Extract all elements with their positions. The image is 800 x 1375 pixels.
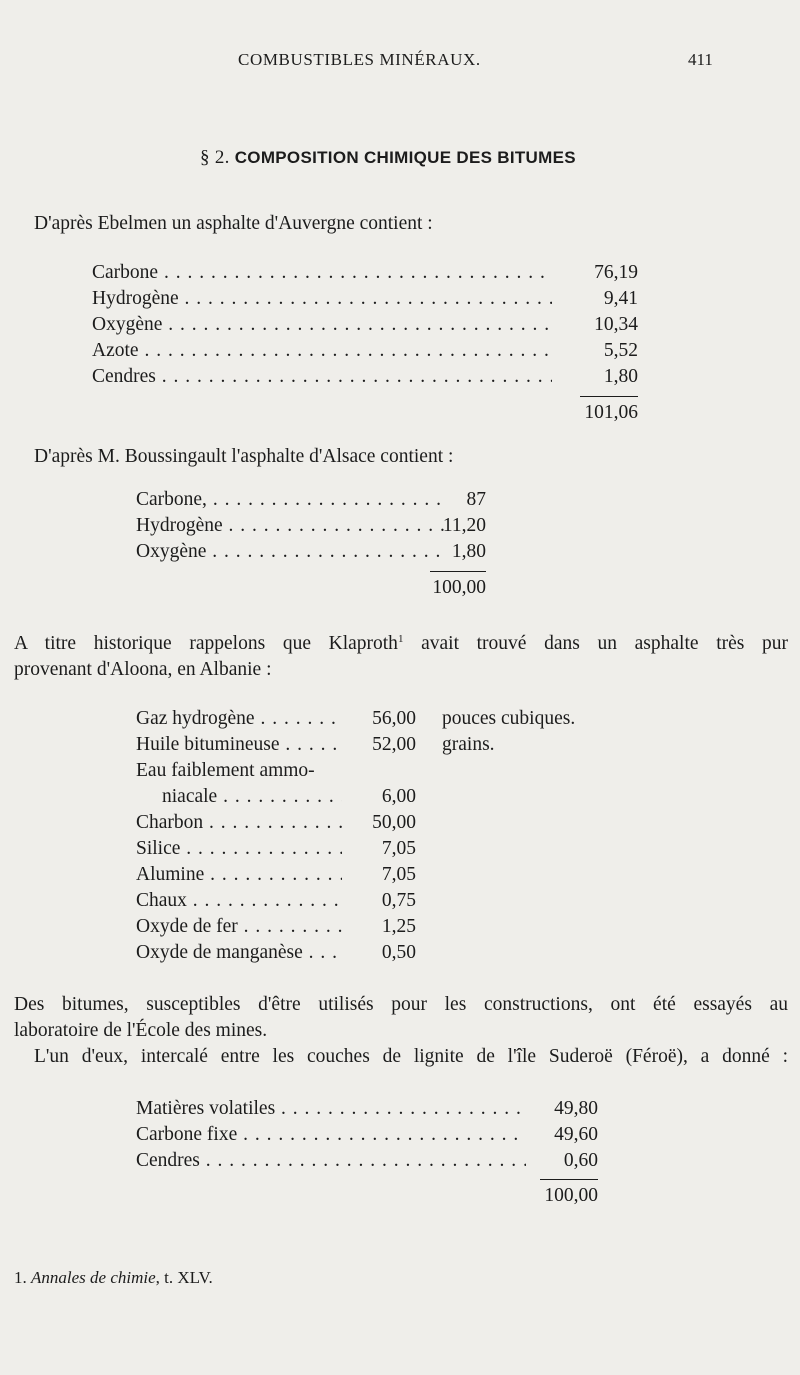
- row-label: Eau faiblement ammo-: [136, 760, 315, 781]
- row-label: Oxyde de fer . . .: [136, 916, 342, 938]
- row-label: Oxyde de manganèse . . .: [136, 942, 342, 964]
- row-value: 0,60: [563, 1150, 598, 1171]
- total-row: [92, 402, 638, 428]
- table-row: [136, 1150, 598, 1176]
- table-row: [136, 838, 586, 864]
- table-row: [92, 340, 638, 366]
- row-label: Cendres . . .: [136, 1150, 526, 1172]
- section-heading: [200, 147, 576, 169]
- auvergne-intro: D'après Ebelmen un asphalte d'Auvergne contient :: [34, 213, 433, 234]
- total-value: 100,00: [432, 577, 486, 598]
- albanie-intro-line-1: [14, 633, 788, 655]
- row-value: 10,34: [594, 314, 638, 335]
- row-value: 50,00: [372, 812, 416, 833]
- total-value: 100,00: [544, 1185, 598, 1206]
- table-row: [92, 366, 638, 392]
- row-value: 9,41: [603, 288, 638, 309]
- table-row: [136, 916, 586, 942]
- row-value: 0,50: [381, 942, 416, 963]
- suderoe-para-line-3: L'un d'eux, intercalé entre les couches de lignite de l'île Suderoë (Féroë), a donné :: [34, 1046, 788, 1067]
- table-row: [136, 489, 486, 515]
- table-row: [136, 942, 586, 968]
- row-label: niacale . . .: [162, 786, 342, 808]
- row-label: Azote . . .: [92, 340, 552, 362]
- footnote: [14, 1268, 213, 1288]
- suderoe-para-line-1: Des bitumes, susceptibles d'être utilisés pour les constructions, ont été essayés au: [14, 994, 788, 1015]
- alsace-intro: D'après M. Boussingault l'asphalte d'Alsace contient :: [34, 446, 454, 467]
- row-label: Silice . . .: [136, 838, 342, 860]
- footnote-detail: , t. XLV.: [155, 1268, 213, 1287]
- footnote-number: 1.: [14, 1268, 27, 1287]
- row-value: 7,05: [381, 838, 416, 859]
- total-rule: [430, 571, 486, 572]
- row-value: 52,00: [372, 734, 416, 755]
- table-row: [92, 314, 638, 340]
- table-row: [92, 288, 638, 314]
- row-label: Charbon . . .: [136, 812, 342, 834]
- row-label: Hydrogène . . .: [92, 288, 552, 310]
- row-value: 49,80: [554, 1098, 598, 1119]
- row-value: 56,00: [372, 708, 416, 729]
- table-row: [136, 890, 586, 916]
- table-row: [136, 515, 486, 541]
- table-row: [136, 864, 586, 890]
- intro-text: avait trouvé dans un asphalte très pur: [403, 633, 788, 654]
- albanie-intro-line-2: provenant d'Aloona, en Albanie :: [14, 659, 272, 680]
- row-label: Oxygène . . .: [136, 541, 444, 563]
- page-number: 411: [688, 50, 713, 69]
- table-row: [136, 1124, 598, 1150]
- row-value: 6,00: [381, 786, 416, 807]
- row-label: Carbone, . . .: [136, 489, 444, 511]
- table-row: [136, 812, 586, 838]
- row-value: 5,52: [603, 340, 638, 361]
- table-row: [136, 708, 586, 734]
- row-label: Gaz hydrogène . . .: [136, 708, 342, 730]
- running-title: COMBUSTIBLES MINÉRAUX.: [238, 50, 481, 69]
- row-label: Cendres . . .: [92, 366, 552, 388]
- row-value: 11,20: [442, 515, 486, 536]
- row-label: Alumine . . .: [136, 864, 342, 886]
- total-row: [136, 577, 486, 603]
- suderoe-para-line-2: laboratoire de l'École des mines.: [14, 1020, 268, 1041]
- section-title: COMPOSITION CHIMIQUE DES BITUMES: [234, 148, 576, 167]
- row-value: 1,25: [381, 916, 416, 937]
- footnote-source: Annales de chimie: [31, 1268, 156, 1287]
- table-row: [136, 541, 486, 567]
- table-row: [136, 760, 586, 786]
- table-row: [92, 262, 638, 288]
- row-label: Huile bitumineuse . . .: [136, 734, 342, 756]
- table-row: [136, 734, 586, 760]
- row-label: Matières volatiles . . .: [136, 1098, 526, 1120]
- row-label: Chaux . . .: [136, 890, 342, 912]
- row-label: Hydrogène . . .: [136, 515, 444, 537]
- row-value: 1,80: [603, 366, 638, 387]
- row-value: 76,19: [594, 262, 638, 283]
- table-row: [136, 1098, 598, 1124]
- row-value: 1,80: [451, 541, 486, 562]
- row-value: 49,60: [554, 1124, 598, 1145]
- footnote-marker: 1: [397, 633, 404, 645]
- total-rule: [580, 396, 638, 397]
- row-value: 0,75: [381, 890, 416, 911]
- intro-text: A titre historique rappelons que Klaproth: [14, 633, 398, 654]
- row-label: Oxygène . . .: [92, 314, 552, 336]
- row-value: 7,05: [381, 864, 416, 885]
- section-sign: § 2.: [200, 147, 230, 168]
- row-value: 87: [466, 489, 486, 510]
- row-label: Carbone fixe . . .: [136, 1124, 526, 1146]
- total-rule: [540, 1179, 598, 1180]
- row-label: Carbone . . .: [92, 262, 552, 284]
- total-value: 101,06: [584, 402, 638, 423]
- total-row: [136, 1185, 598, 1211]
- row-unit: grains.: [442, 734, 495, 755]
- table-row: [162, 786, 586, 812]
- row-unit: pouces cubiques.: [442, 708, 576, 729]
